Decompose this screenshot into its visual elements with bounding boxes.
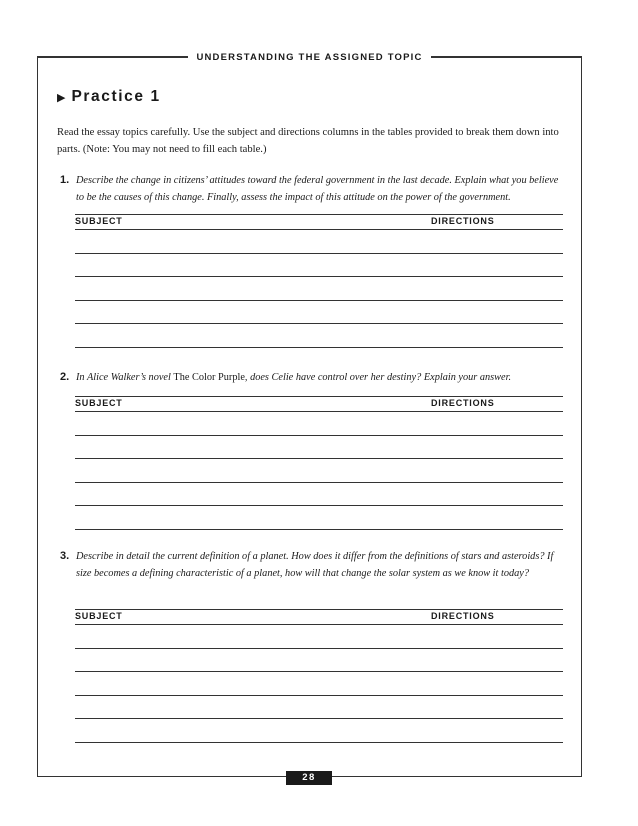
answer-table-2 <box>75 396 563 530</box>
page-number: 28 <box>286 771 332 785</box>
question-text-part: , does Celie have control over her destiny? Explain your answer. <box>244 372 512 383</box>
answer-line[interactable] <box>75 412 563 436</box>
answer-line[interactable] <box>75 324 563 348</box>
answer-line[interactable] <box>75 696 563 720</box>
directions-column-header: DIRECTIONS <box>431 398 495 408</box>
answer-line[interactable] <box>75 254 563 278</box>
answer-line[interactable] <box>75 483 563 507</box>
answer-line[interactable] <box>75 649 563 673</box>
answer-line[interactable] <box>75 277 563 301</box>
answer-line[interactable] <box>75 625 563 649</box>
question-number: 1. <box>60 174 70 186</box>
answer-line[interactable] <box>75 672 563 696</box>
question-3 <box>60 548 570 582</box>
question-number: 2. <box>60 371 70 383</box>
question-2 <box>60 369 570 386</box>
section-header <box>37 50 582 64</box>
answer-table-1 <box>75 214 563 348</box>
section-title: UNDERSTANDING THE ASSIGNED TOPIC <box>196 51 423 63</box>
directions-column-header: DIRECTIONS <box>431 611 495 621</box>
answer-line[interactable] <box>75 301 563 325</box>
answer-line[interactable] <box>75 719 563 743</box>
question-number: 3. <box>60 550 70 562</box>
practice-title: Practice 1 <box>71 88 161 105</box>
question-text-part: In Alice Walker’s novel <box>76 372 174 383</box>
answer-line[interactable] <box>75 459 563 483</box>
instructions-text: Read the essay topics carefully. Use the subject and directions columns in the tables provided to break them down into parts. (Note: You may not need to fill each table.) <box>57 127 559 155</box>
table-header <box>75 214 563 230</box>
question-1 <box>60 172 570 206</box>
subject-column-header: SUBJECT <box>75 216 123 226</box>
answer-line[interactable] <box>75 506 563 530</box>
subject-column-header: SUBJECT <box>75 398 123 408</box>
answer-line[interactable] <box>75 230 563 254</box>
question-text <box>76 369 568 386</box>
question-text: Describe the change in citizens’ attitudes toward the federal government in the last decade. Explain what you believe to be the causes of this change. Finally, assess the impact of this attitude on the power of the government. <box>76 175 559 203</box>
table-header <box>75 396 563 412</box>
directions-column-header: DIRECTIONS <box>431 216 495 226</box>
subject-column-header: SUBJECT <box>75 611 123 621</box>
header-rule-right <box>431 56 582 58</box>
answer-line[interactable] <box>75 436 563 460</box>
novel-title: The Color Purple <box>173 372 245 383</box>
header-rule-left <box>37 56 188 58</box>
triangle-arrow-icon: ▶ <box>57 91 66 104</box>
table-header <box>75 609 563 625</box>
answer-table-3 <box>75 609 563 743</box>
question-text: Describe in detail the current definition of a planet. How does it differ from the definitions of stars and asteroids? If size becomes a defining characteristic of a planet, how will that change the solar system as we know it today? <box>76 551 554 579</box>
practice-heading <box>57 88 161 106</box>
